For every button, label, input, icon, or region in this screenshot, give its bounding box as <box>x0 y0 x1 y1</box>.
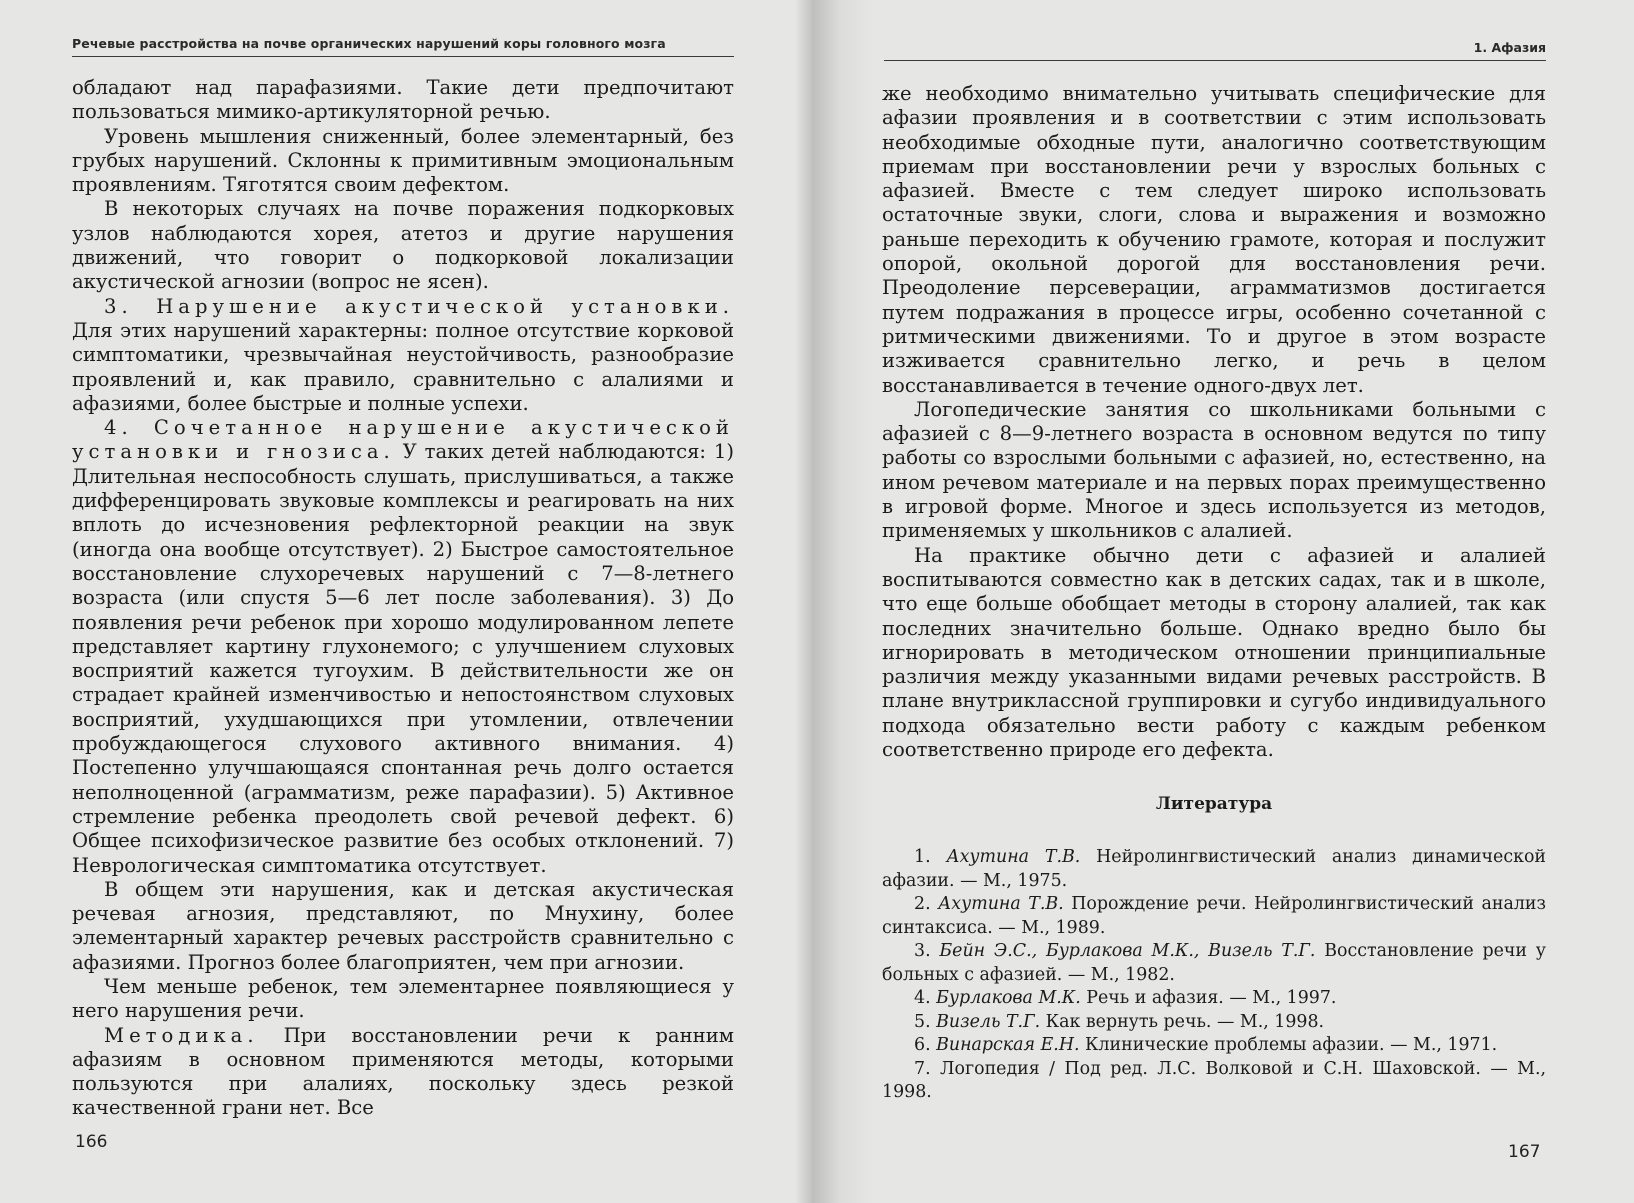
reference-item: 7. Логопедия / Под ред. Л.С. Волковой и С.Н. Шаховской. — М., 1998. <box>882 1058 1546 1102</box>
reference-item: 6. Винарская Е.Н. Клинические проблемы афазии. — М., 1971. <box>914 1035 1498 1055</box>
paragraph: В некоторых случаях на почве поражения подкорковых узлов наблюдаются хорея, атетоз и другие нарушения движений, что говорит о подкорковой локализации акустической агнозии (вопрос не ясен). <box>72 197 734 294</box>
paragraph: же необходимо внимательно учитывать специфические для афазии проявления и в соответствии с этим использовать необходимые обходные пути, аналогично соответствующим приемам при восстановлении речи у взрослых больных с афазией. Вместе с тем следует широко использовать остаточные звуки, слоги, слова и выражения и возможно раньше переходить к обучению грамоте, которая и послужит опорой, окольной дорогой для восстановления речи. Преодоление персеверации, аграмматизмов достигается путем подражания в процессе игры, особенно сочетанной с ритмическими движениями. То и другое в этом возрасте изживается сравнительно легко, и речь в целом восстанавливается в течение одного-двух лет. <box>882 82 1546 397</box>
paragraph: Уровень мышления сниженный, более элементарный, без грубых нарушений. Склонны к примитивным эмоциональным проявлениям. Тяготятся своим дефектом. <box>72 124 734 197</box>
spaced-heading: Методика. <box>104 1023 259 1047</box>
running-head-right: 1. Афазия <box>884 40 1546 61</box>
paragraph: Методика. При восстановлении речи к ранним афазиям в основном применяются методы, которыми пользуются при алалиях, поскольку здесь резкой качественной грани нет. Все <box>72 1023 734 1120</box>
paragraph: Логопедические занятия со школьниками больными с афазией с 8—9-летнего возраста в основном ведутся по типу работы со взрослыми больными с афазией, но, естественно, на ином речевом материале и на первых порах преимущественно в игровой форме. Многое и здесь используется из методов, применяемых у школьников с алалией. <box>882 397 1546 543</box>
page-number-right: 167 <box>1508 1142 1541 1162</box>
paragraph: На практике обычно дети с афазией и алалией воспитываются совместно как в детских садах, так и в школе, что еще больше обобщает методы в сторону алалией, так как последних значительно больше. Однако вредно было бы игнорировать в методическом отношении принципиальные различия между указанными видами речевых расстройств. В плане внутриклассной группировки и сугубо индивидуального подхода обязательно вести работу с каждым ребенком соответственно природе его дефекта. <box>882 543 1546 762</box>
reference-item: 3. Бейн Э.С., Бурлакова М.К., Визель Т.Г. Восстановление речи у больных с афазией. — М., 1982. <box>882 941 1547 985</box>
reference-item: 4. Бурлакова М.К. Речь и афазия. — М., 1997. <box>914 988 1337 1008</box>
reference-item: 5. Визель Т.Г. Как вернуть речь. — М., 1998. <box>914 1011 1325 1032</box>
reference-item: 1. Ахутина Т.В. Нейролингвистический анализ динамической афазии. — М., 1975. <box>882 847 1546 891</box>
page-number-left: 166 <box>75 1132 108 1152</box>
running-head-left: Речевые расстройства на почве органических нарушений коры головного мозга <box>72 36 734 57</box>
paragraph: обладают над парафазиями. Такие дети предпочитают пользоваться мимико-артикуляторной речью. <box>72 76 734 124</box>
right-page-body <box>882 82 1546 762</box>
right-page <box>812 0 1634 1203</box>
references-list <box>882 846 1546 1105</box>
paragraph: В общем эти нарушения, как и детская акустическая речевая агнозия, представляют, по Мнухину, более элементарный характер речевых расстройств сравнительно с афазиями. Прогноз более благоприятен, чем при агнозии. <box>72 877 734 974</box>
spaced-heading: 4. Сочетанное нарушение акустической установки и гнозиса. <box>72 416 734 464</box>
paragraph: Чем меньше ребенок, тем элементарнее появляющиеся у него нарушения речи. <box>72 974 734 1023</box>
paragraph: 3. Нарушение акустической установки. Для этих нарушений характерны: полное отсутствие корковой симптоматики, чрезвычайная неустойчивость, разнообразие проявлений и, как правило, сравнительно с алалиями и афазиями, более быстрые и полные успехи. <box>72 294 734 415</box>
spaced-heading: 3. Нарушение акустической установки. <box>104 294 734 318</box>
left-page <box>0 0 812 1203</box>
references-title: Литература <box>1155 794 1273 814</box>
reference-item: 2. Ахутина Т.В. Порождение речи. Нейролингвистический анализ синтаксиса. — М., 1989. <box>882 894 1546 938</box>
paragraph: 4. Сочетанное нарушение акустической установки и гнозиса. У таких детей наблюдаются: 1) Длительная неспособность слушать, прислушиваться, а также дифференцировать звуковые комплексы и реагировать на них вплоть до исчезновения рефлекторной реакции на звук (иногда она вообще отсутствует). 2) Быстрое самостоятельное восстановление слухоречевых нарушений с 7—8-летнего возраста (или спустя 5—6 лет после заболевания). 3) До появления речи ребенок при хорошо модулированном лепете представляет картину глухонемого; с улучшением слуховых восприятий кажется тугоухим. В действительности же он страдает крайней изменчивостью и непостоянством слуховых восприятий, ухудшающихся при утомлении, отвлечении пробуждающегося слухового активного внимания. 4) Постепенно улучшающаяся спонтанная речь долго остается неполноценной (аграмматизм, реже парафазии). 5) Активное стремление ребенка преодолеть свой речевой дефект. 6) Общее психофизическое развитие без особых отклонений. 7) Неврологическая симптоматика отсутствует. <box>72 416 735 877</box>
left-page-body <box>72 76 734 1121</box>
